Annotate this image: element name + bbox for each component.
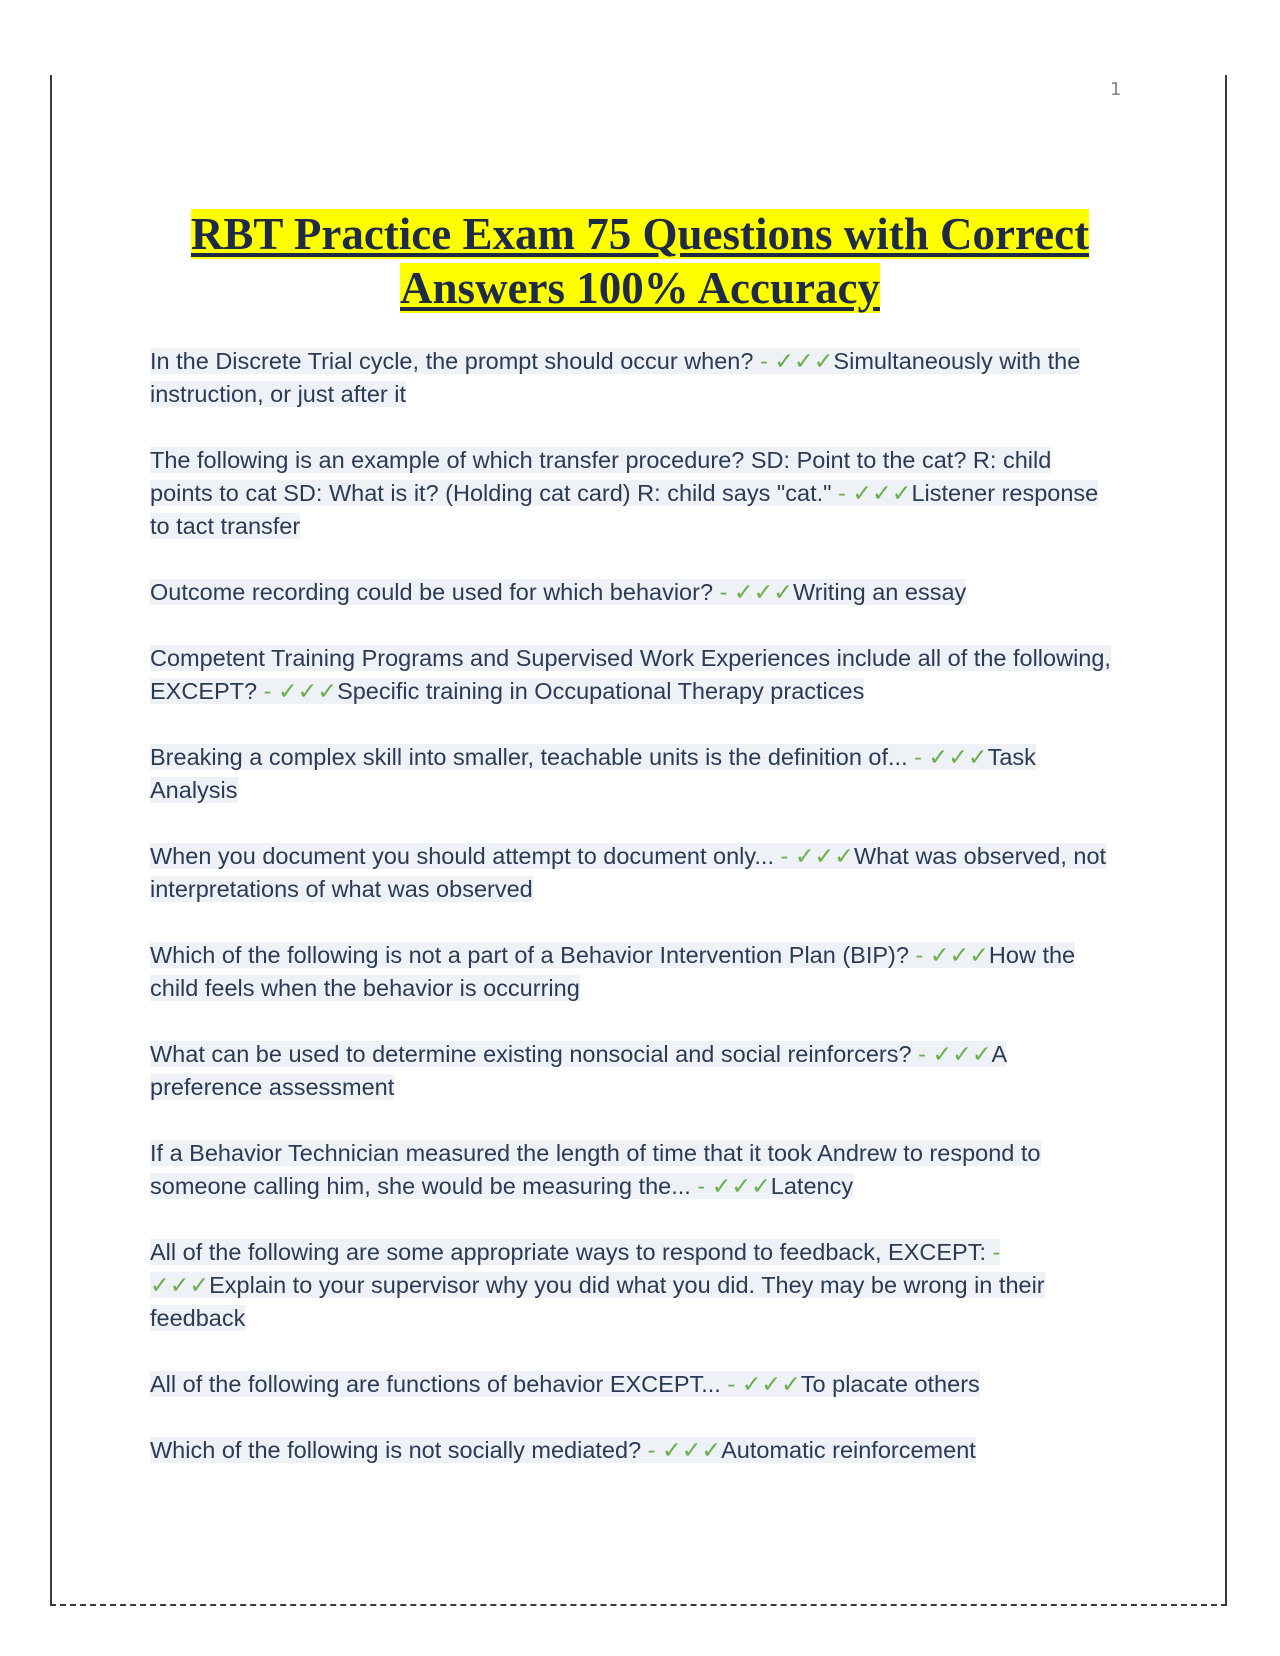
qa-highlight <box>150 942 1075 1001</box>
qa-item <box>150 345 1120 411</box>
qa-item <box>150 642 1120 708</box>
question-text: Competent Training Programs and Supervised Work Experiences include all of the following, EXCEPT? <box>150 645 1111 704</box>
check-marks-icon: - ✓✓✓ <box>831 480 912 506</box>
qa-item <box>150 1236 1120 1335</box>
answer-text: A preference assessment <box>150 1041 1006 1100</box>
page-bottom-border <box>50 1604 1227 1606</box>
check-marks-icon: - ✓✓✓ <box>908 942 989 968</box>
question-text: When you document you should attempt to document only... <box>150 843 774 869</box>
answer-text: How the child feels when the behavior is occurring <box>150 942 1076 1001</box>
qa-highlight <box>150 1371 980 1397</box>
qa-item <box>150 1137 1120 1203</box>
question-text: All of the following are some appropriate ways to respond to feedback, EXCEPT: <box>150 1239 987 1265</box>
page-number: 1 <box>1110 79 1122 100</box>
qa-highlight <box>150 447 1098 539</box>
question-text: If a Behavior Technician measured the length of time that it took Andrew to respond to someone calling him, she would be measuring the... <box>150 1140 1041 1199</box>
answer-text: Listener response to tact transfer <box>150 480 1099 539</box>
answer-text: Latency <box>770 1173 854 1199</box>
question-text: The following is an example of which transfer procedure? SD: Point to the cat? R: child points to cat SD: What is it? (Holding cat card) R: child says "cat." <box>150 447 1052 506</box>
check-marks-icon: - ✓✓✓ <box>907 744 988 770</box>
qa-item <box>150 840 1120 906</box>
answer-text: Explain to your supervisor why you did what you did. They may be wrong in their feedback <box>150 1272 1045 1331</box>
question-text: What can be used to determine existing nonsocial and social reinforcers? <box>150 1041 912 1067</box>
question-text: In the Discrete Trial cycle, the prompt should occur when? <box>150 348 754 374</box>
check-marks-icon: - ✓✓✓ <box>257 678 338 704</box>
qa-item <box>150 1038 1120 1104</box>
qa-highlight <box>150 1041 1006 1100</box>
qa-highlight <box>150 1239 1045 1331</box>
qa-highlight <box>150 843 1106 902</box>
question-text: Which of the following is not socially mediated? <box>150 1437 642 1463</box>
answer-text: Writing an essay <box>792 579 967 605</box>
check-marks-icon: - ✓✓✓ <box>911 1041 992 1067</box>
check-marks-icon: - ✓✓✓ <box>690 1173 771 1199</box>
qa-item <box>150 1434 1120 1467</box>
qa-highlight <box>150 645 1111 704</box>
qa-highlight <box>150 579 966 605</box>
document-title-text: RBT Practice Exam 75 Questions with Correct Answers 100% Accuracy <box>190 209 1090 313</box>
check-marks-icon: - ✓✓✓ <box>753 348 834 374</box>
answer-text: To placate others <box>800 1371 980 1397</box>
check-marks-icon: - ✓✓✓ <box>713 579 793 605</box>
qa-item <box>150 939 1120 1005</box>
qa-highlight <box>150 1437 976 1463</box>
answer-text: What was observed, not interpretations of what was observed <box>150 843 1107 902</box>
question-text: All of the following are functions of behavior EXCEPT... <box>150 1371 721 1397</box>
answer-text: Task Analysis <box>150 744 1036 803</box>
check-marks-icon: - ✓✓✓ <box>773 843 854 869</box>
qa-list <box>150 345 1120 1500</box>
question-text: Outcome recording could be used for which behavior? <box>150 579 714 605</box>
check-marks-icon: - ✓✓✓ <box>641 1437 722 1463</box>
qa-highlight <box>150 744 1036 803</box>
answer-text: Automatic reinforcement <box>721 1437 976 1463</box>
qa-item <box>150 1368 1120 1401</box>
answer-text: Specific training in Occupational Therapy practices <box>337 678 865 704</box>
qa-item <box>150 741 1120 807</box>
qa-highlight <box>150 348 1080 407</box>
qa-item <box>150 444 1120 543</box>
answer-text: Simultaneously with the instruction, or just after it <box>150 348 1081 407</box>
qa-highlight <box>150 1140 1041 1199</box>
question-text: Breaking a complex skill into smaller, teachable units is the definition of... <box>150 744 908 770</box>
check-marks-icon: - ✓✓✓ <box>150 1239 1001 1298</box>
check-marks-icon: - ✓✓✓ <box>720 1371 801 1397</box>
document-title <box>150 207 1130 315</box>
qa-item <box>150 576 1120 609</box>
question-text: Which of the following is not a part of a Behavior Intervention Plan (BIP)? <box>150 942 909 968</box>
